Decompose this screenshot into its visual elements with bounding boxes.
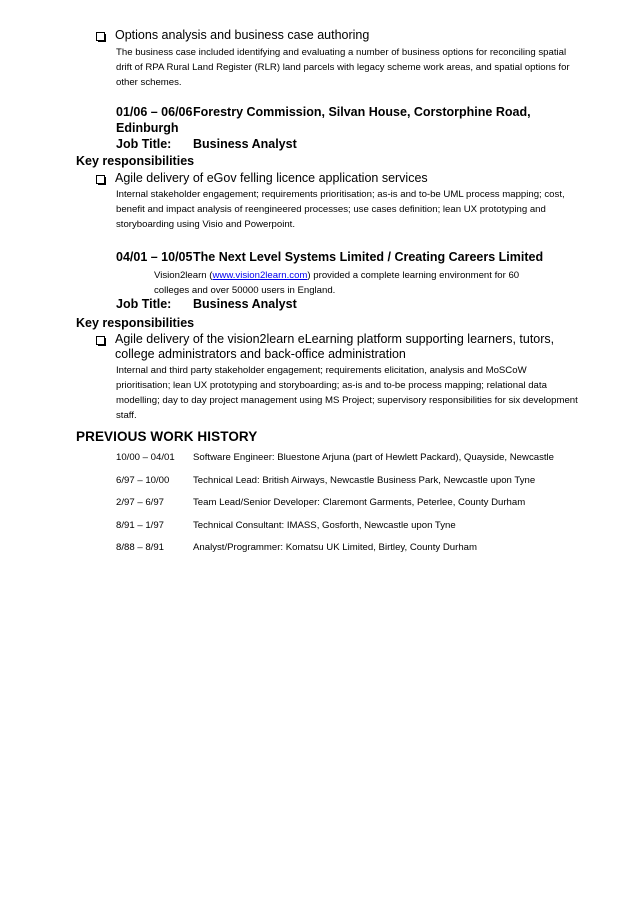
checkbox-bullet-icon [96,336,105,345]
company-location: Edinburgh [116,121,179,135]
bullet-egov [96,171,428,186]
history-dates: 2/97 – 6/97 [116,497,165,508]
company-name: Forestry Commission, Silvan House, Corstorphine Road, [193,105,531,119]
job-title-label: Job Title: [116,297,172,311]
company-description-text: Vision2learn ( [154,270,213,281]
history-dates: 8/88 – 8/91 [116,542,165,553]
job-heading-next-level [116,249,543,265]
history-dates: 8/91 – 1/97 [116,519,165,531]
key-responsibilities-heading: Key responsibilities [76,154,195,168]
history-row [116,542,554,565]
job-title-label: Job Title: [116,137,172,151]
bullet-title-line: college administrators and back-office administration [115,347,406,361]
bullet-title-line: Agile delivery of the vision2learn eLearning platform supporting learners, tutors, [115,332,555,346]
history-description: Team Lead/Senior Developer: Claremont Garments, Peterlee, County Durham [193,497,526,508]
job-title-row [116,297,297,312]
job-title-value: Business Analyst [193,137,297,151]
checkbox-bullet-icon [96,32,105,41]
history-dates: 10/00 – 04/01 [116,452,175,463]
company-description-text: ) provided a complete learning environment for 60 colleges and over 50000 users in England. [154,270,520,296]
history-description: Technical Consultant: IMASS, Gosforth, Newcastle upon Tyne [193,519,456,531]
job-dates: 01/06 – 06/06 [116,105,193,119]
history-description: Technical Lead: British Airways, Newcastle Business Park, Newcastle upon Tyne [193,474,536,486]
previous-work-list [116,452,554,565]
history-row [116,475,554,498]
bullet-title: Agile delivery of eGov felling licence application services [115,171,428,185]
job-dates: 04/01 – 10/05 [116,250,193,264]
history-row [116,452,554,475]
vision2learn-link[interactable]: www.vision2learn.com [212,270,308,281]
section-title-previous-work: PREVIOUS WORK HISTORY [76,429,258,444]
bullet-description: Internal and third party stakeholder engagement; requirements elicitation, analysis and MoSCoW prioritisation; lean UX prototyping and storyboarding; as-is and to-be process mapping; relational data modelling; day to day project management using MS Project; supervisory responsibilities for six development staff. [116,365,578,421]
company-description [154,268,554,298]
key-responsibilities-heading: Key responsibilities [76,316,195,330]
bullet-description: The business case included identifying and evaluating a number of business options for reconciling spatial drift of RPA Rural Land Register (RLR) land parcels with legacy scheme work areas, and spatial options for other schemes. [116,47,570,88]
bullet-description: Internal stakeholder engagement; requirements prioritisation; as-is and to-be UML process mapping; cost, benefit and impact analysis of reengineered processes; use cases definition; lean UX prototyping and storyboarding using Visio and Powerpoint. [116,189,565,230]
job-title-value: Business Analyst [193,297,297,311]
history-description: Analyst/Programmer: Komatsu UK Limited, Birtley, County Durham [193,542,477,553]
history-row [116,520,554,543]
history-dates: 6/97 – 10/00 [116,474,170,486]
checkbox-bullet-icon [96,175,105,184]
company-name: The Next Level Systems Limited / Creating Careers Limited [193,250,544,264]
bullet-title [115,332,554,362]
history-row [116,497,554,520]
bullet-title: Options analysis and business case authoring [115,28,370,42]
bullet-options-analysis [96,28,369,43]
job-title-row [116,137,297,152]
job-heading-forestry [116,104,531,136]
history-description: Software Engineer: Bluestone Arjuna (part of Hewlett Packard), Quayside, Newcastle [193,452,555,463]
bullet-vision2learn [96,332,554,362]
